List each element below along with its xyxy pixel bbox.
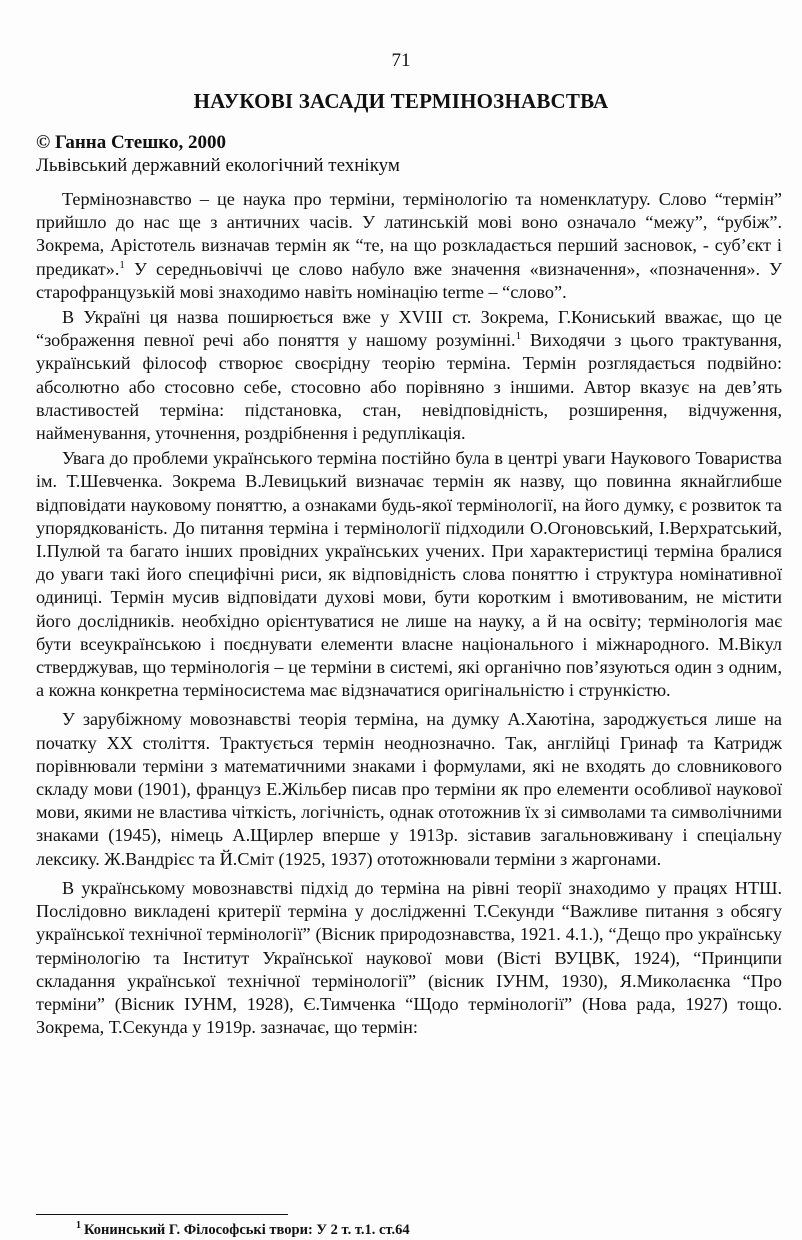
paragraph-1-text-end: У середньовіччі це слово набуло вже значення «визначення», «позначення». У старофранцузькій мові знаходимо навіть номінацію terme – “слово”. [36, 258, 782, 302]
paragraph-2-text-start: В Україні ця назва поширюється вже у XVIII ст. Зокрема, Г.Кониський вважає, що це “зображення певної речі або поняття у нашому розумінні. [36, 307, 782, 351]
paragraph-2 [36, 306, 782, 445]
paragraph-1-text-start: Термінознавство – це наука про терміни, термінологію та номенклатуру. Слово “термін” прийшло до нас ще з античних часів. У латинській мові воно означало “межу”, “рубіж”. Зокрема, Арістотель визначав термін як “те, на що розкладається перший засновок, - суб’єкт і предикат». [36, 189, 782, 279]
institution-line: Львівський державний екологічний технікум [36, 155, 400, 176]
author-line: © Ганна Стешко, 2000 [36, 132, 226, 153]
paragraph-3: Увага до проблеми українського терміна постійно була в центрі уваги Наукового Товариства ім. Т.Шевченка. Зокрема В.Левицький визначає термін як назву, що повинна якнайглибше відповідати науковому поняттю, а ознаками будь-якої термінології, на його думку, є розвиток та упорядкованість. До питання терміна і термінології підходили О.Огоновський, І.Верхратський, І.Пулюй та багато інших провідних українських учених. При характеристиці терміна бралися до уваги такі його специфічні риси, як відповідність слова поняттю і структура номінативної одиниці. Термін мусив відповідати духові мови, бути коротким і вмотивованим, не містити його дослідників. необхідно орієнтуватися не лише на науку, а й на освіту; термінологія має бути всеукраїнською і поєднувати елементи власне національного і міжнародного. М.Вікул стверджував, що термінологія – це терміни в системі, які органічно пов’язуються один з одним, а кожна конкретна терміносистема має відзначатися оригінальністю і стрункістю. [36, 448, 782, 701]
footnote-text: Конинський Г. Філософські твори: У 2 т. т.1. ст.64 [84, 1222, 410, 1238]
paragraph-1 [36, 188, 782, 304]
article-title: НАУКОВІ ЗАСАДИ ТЕРМІНОЗНАВСТВА [193, 89, 609, 113]
footnote-divider [36, 1214, 288, 1215]
footnote-1 [76, 1222, 410, 1239]
paragraph-4: У зарубіжному мовознавстві теорія терміна, на думку А.Хаютіна, зароджується лише на початку XX століття. Трактується термін неоднозначно. Так, англійці Гринаф та Катридж порівнювали терміни з математичними знаками і формулами, які не входять до словникового складу мови (1901), француз Е.Жільбер писав про терміни як про елементи особливої наукової мови, якими не властива чіткість, логічність, однак ототожнив їх зі символами та символічними знаками (1945), німець А.Щирлер вперше у 1913р. зіставив загальновживану і спеціальну лексику. Ж.Вандрієс та Й.Сміт (1925, 1937) ототожнювали терміни з жаргонами. [36, 709, 782, 869]
paragraph-2-text-end: Виходячи з цього трактування, український філософ створює своєрідну теорію терміна. Термін розглядається подвійно: абсолютно або стосовно себе, стосовно або порівняно з іншими. Автор вказує на дев’ять властивостей терміна: підстановка, стан, невідповідність, розширення, відчуження, найменування, уточнення, роздрібнення і редуплікація. [36, 330, 782, 444]
paragraph-5: В українському мовознавстві підхід до терміна на рівні теорії знаходимо у працях НТШ. Послідовно викладені критерії терміна у дослідженні Т.Секунди “Важливе питання з обсягу української технічної термінології” (Вісник природознавства, 1921. 4.1.), “Дещо про українську термінологію та Інститут Української наукової мови (Вісті ВУЦВК, 1924), “Принципи складання української технічної термінології” (вісник ІУНМ, 1930), Я.Миколаєнка “Про терміни” (Вісник ІУНМ, 1928), Є.Тимченка “Щодо термінології” (Нова рада, 1927) тощо. Зокрема, Т.Секунда у 1919р. зазначає, що термін: [36, 877, 782, 1038]
footnote-mark: 1 [76, 1220, 81, 1232]
page-number: 71 [391, 50, 411, 71]
article-body [36, 188, 782, 1041]
footnote-reference: 1 [515, 330, 522, 343]
footnote-reference: 1 [119, 258, 125, 271]
